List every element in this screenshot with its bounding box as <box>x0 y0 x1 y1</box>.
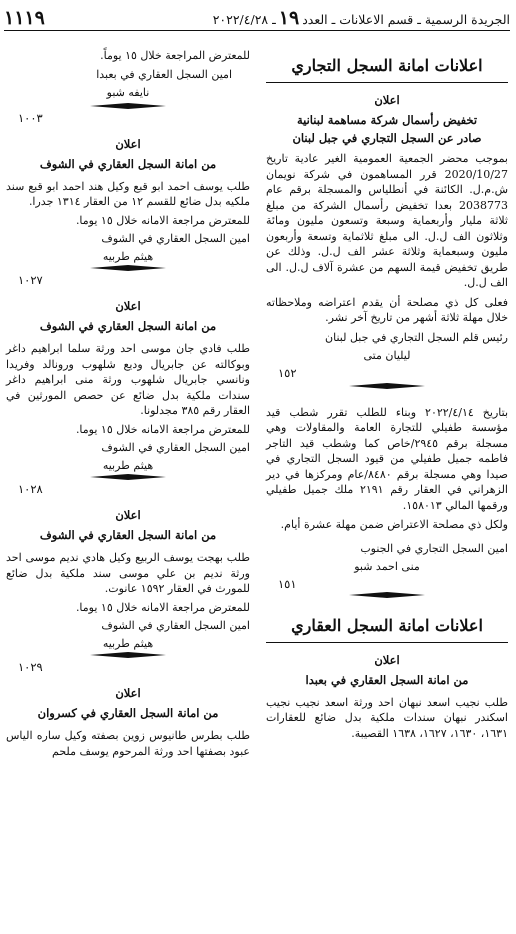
notice-heading: من امانة السجل العقاري في بعبدا <box>305 672 469 687</box>
notice-label: اعلان <box>115 136 141 151</box>
notice-subheading: صادر عن السجل التجاري في جبل لبنان <box>292 131 482 145</box>
notice-objection: فعلى كل ذي مصلحة أن يقدم اعتراضه وملاحظاته خلال مهلة ثلاثة أشهر من تاريخ آخر نشر. <box>266 295 508 324</box>
issue-date: ـ ٢٠٢٢/٤/٢٨ <box>212 12 276 27</box>
notice-number: ١٠٢٩ <box>18 660 43 674</box>
signatory-title: رئيس قلم السجل التجاري في جبل لبنان <box>325 330 508 344</box>
signatory-name: منى احمد شبو <box>354 559 420 573</box>
gazette-title-text: الجريدة الرسمية ـ قسم الاعلانات ـ العدد <box>302 12 510 27</box>
notice-body: طلب نجيب اسعد نبهان احد ورثة اسعد نجيب نجيب اسكندر نبهان سندات ملكية بدل ضائع للعقارات ١٦٣١، ١٦٣٠، ١٦٢٧، ١٦٣٨ القصيبة. <box>266 695 508 740</box>
notice-objection: للمعترض مراجعة الامانه خلال ١٥ يوما. <box>75 600 250 614</box>
separator <box>90 268 166 271</box>
notice-heading: من امانة السجل العقاري في الشوف <box>39 319 217 333</box>
notice-label: اعلان <box>374 652 400 667</box>
notice-label: اعلان <box>115 686 141 700</box>
page-header <box>4 6 510 31</box>
left-column <box>6 36 250 759</box>
signatory-name: هيثم طربيه <box>102 250 154 263</box>
notice-objection: ولكل ذي مصلحة الاعتراض ضمن مهلة عشرة أيام. <box>280 518 508 531</box>
signatory-name: هيثم طربيه <box>102 459 154 472</box>
notice-capital-reduction <box>266 93 508 389</box>
separator <box>349 386 425 389</box>
notice-label: اعلان <box>115 508 141 522</box>
section-title-commercial: اعلانات امانة السجل التجاري <box>266 56 508 83</box>
section-title-realestate: اعلانات امانة السجل العقاري <box>266 616 508 643</box>
separator <box>90 106 166 109</box>
notice-objection: للمعترض مراجعة الامانه خلال ١٥ يوما. <box>75 213 250 227</box>
notice-number: ١٥٢ <box>278 365 297 380</box>
notice-body: طلب فادي جان موسى احد ورثة سلما ابراهيم داغر وبوكالته عن جابريال وديع شلهوب ورونالد وفريدا ونانسي جابريال شلهوب ورثة منى ابراهيم داغر سندات ملكية بدل ضائع عن حصص المورثين في العقار رقم ٣٨٥ مجدلونا. <box>6 342 250 417</box>
notice-heading: من امانة السجل العقاري في الشوف <box>39 528 217 542</box>
notice-label: اعلان <box>374 93 400 107</box>
page-number: ١١١٩ <box>4 7 45 29</box>
signatory-title: امين السجل التجاري في الجنوب <box>360 541 508 555</box>
notice-1029 <box>6 508 250 674</box>
gazette-title <box>213 7 510 29</box>
separator <box>349 595 425 598</box>
issue-number: ١٩ <box>278 7 300 29</box>
notice-number: ١٠٢٨ <box>18 482 43 496</box>
notice-body: طلب يوسف احمد ابو قبع وكيل هند احمد ابو قبع سند ملكيه بدل ضائع للقسم ١٢ من العقار ١٣١٤ جدرا. <box>6 179 250 208</box>
notice-1028 <box>6 299 250 496</box>
separator <box>90 477 166 480</box>
notice-1027 <box>6 137 250 288</box>
notice-deregistration <box>266 405 508 598</box>
right-column <box>266 36 508 741</box>
notice-body: طلب بطرس طانيوس زوين بصفته وكيل ساره الياس عبود بصفتها احد ورثة المرحوم يوسف ملحم <box>6 729 250 758</box>
notice-keserwan <box>6 686 250 759</box>
notice-baabda <box>266 653 508 742</box>
notice-objection: للمعترض المراجعة خلال ١٥ يوماً. <box>100 49 250 62</box>
notice-label: اعلان <box>115 299 141 313</box>
signatory-title: امين السجل العقاري في الشوف <box>101 441 250 454</box>
notice-body: بتاريخ ٢٠٢٢/٤/١٤ وبناء للطلب تقرر شطب قيد مؤسسة طفيلي للتجارة العامة والمقاولات وهي مسجلة برقم ٢٩٤٥/خاص كما وشطب قيد التاجر فاطمه جميل طفيلي من قيود السجل التجاري في صيدا وهي مسجلة برقم ٨٤٨٠/عام ومركزها في دير الزهراني في العقار رقم ٢١٩١ ملك جميل طفيلي ورقمها المالي ١٥٨٠١٣. <box>266 405 509 512</box>
notice-body: بموجب محضر الجمعية العمومية الغير عادية تاريخ 2020/10/27 قرر المساهمون في شركة نويمان ش.م.ل. الكائنة في أنطلياس والمسجلة برقم عام 2038773 بعدا تخفيض رأسمال الشركة من مبلغ ثلاثة مليار وأربعماية وسبعة وتسعون مليون ومائة وثلاثون الف ل.ل. الى مبلغ ثلاثماية وتسعة وأربعون مليون وسبعماية وثلاثة عشر الف ل.ل. وذلك عن طريق تخفيض قيمة السهم من عشرة آلاف ل.ل. الى الف ل.ل. <box>266 152 508 289</box>
signatory-title: امين السجل العقاري في الشوف <box>101 232 250 245</box>
notice-number: ١٥١ <box>278 576 297 591</box>
signatory-title: امين السجل العقاري في الشوف <box>101 619 250 632</box>
notice-heading: من امانة السجل العقاري في كسروان <box>37 706 219 720</box>
signatory-title: امين السجل العقاري في بعبدا <box>96 67 232 81</box>
signatory-name: ليليان متى <box>363 348 411 362</box>
notice-continued <box>6 48 250 125</box>
notice-heading: تخفيض رأسمال شركة مساهمة لبنانية <box>296 113 478 127</box>
notice-body: طلب بهجت يوسف الربيع وكيل هادي نديم موسى احد ورثة نديم بن علي موسى سند ملكية بدل ضائع للمورث في العقار ١٥٩٢ عانوت. <box>6 551 250 595</box>
signatory-name: هيثم طربيه <box>102 637 154 650</box>
notice-number: ١٠٠٣ <box>18 110 43 125</box>
separator <box>90 655 166 658</box>
notice-heading: من امانة السجل العقاري في الشوف <box>39 156 217 171</box>
notice-number: ١٠٢٧ <box>18 273 43 287</box>
signatory-name: نايفه شبو <box>106 85 150 99</box>
notice-objection: للمعترض مراجعة الامانه خلال ١٥ يوما. <box>75 422 250 436</box>
